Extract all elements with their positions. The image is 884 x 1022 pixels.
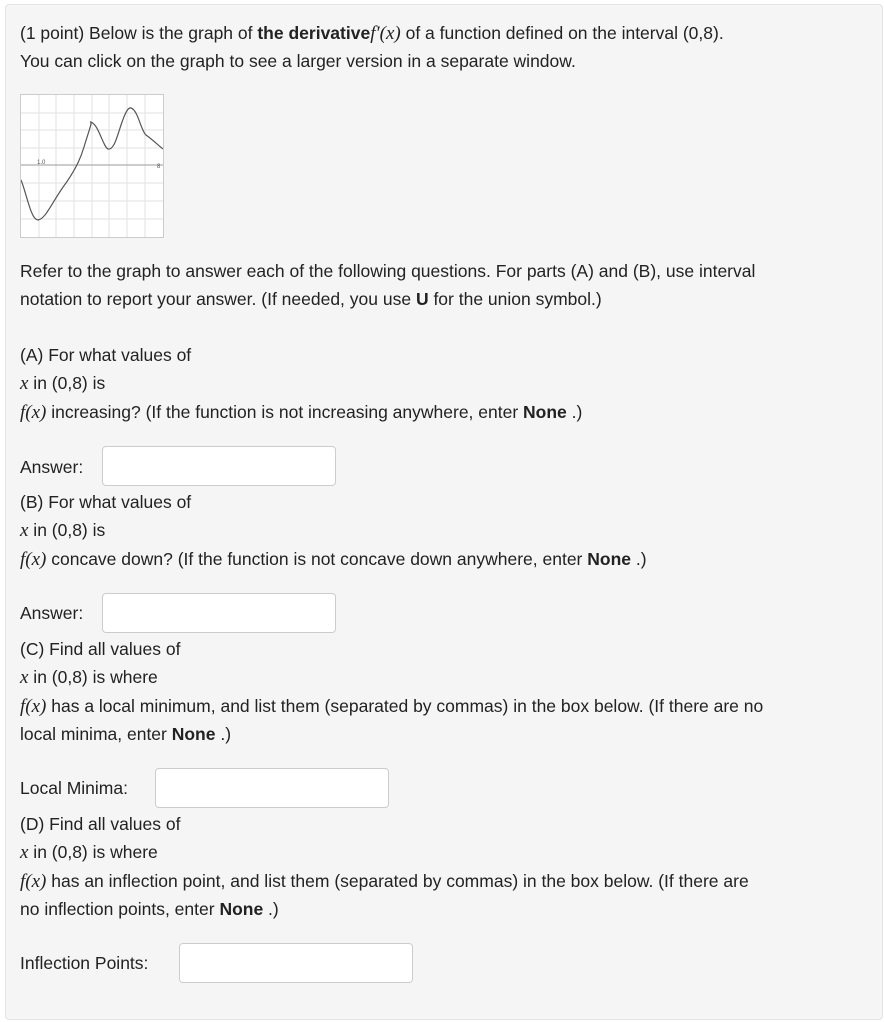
derivative-graph[interactable] <box>20 94 164 238</box>
b-line-3: f(x) concave down? (If the function is not concave down anywhere, enter None .) <box>20 549 647 570</box>
b-answer-input[interactable] <box>102 593 336 633</box>
c-line-3: f(x) has a local minimum, and list them (separated by commas) in the box below. (If there are no <box>20 696 764 717</box>
local-minima-input[interactable] <box>155 768 389 808</box>
intro-line-2: You can click on the graph to see a larger version in a separate window. <box>20 51 576 71</box>
refer-line-1: Refer to the graph to answer each of the following questions. For parts (A) and (B), use interval <box>20 261 756 281</box>
d-line-4: no inflection points, enter None .) <box>20 899 279 919</box>
inflection-points-input[interactable] <box>179 943 413 983</box>
x-axis-end-label: 8 <box>157 164 161 170</box>
graph-svg <box>21 95 163 237</box>
b-answer-label: Answer: <box>20 603 84 623</box>
d-line-1: (D) Find all values of <box>20 814 181 834</box>
b-line-2: x in (0,8) is <box>20 520 106 541</box>
refer-line-2: notation to report your answer. (If needed, you use U for the union symbol.) <box>20 289 602 309</box>
grid <box>21 95 163 237</box>
a-answer-label: Answer: <box>20 457 84 477</box>
c-line-1: (C) Find all values of <box>20 639 181 659</box>
c-line-4: local minima, enter None .) <box>20 724 232 744</box>
c-line-2: x in (0,8) is where <box>20 667 158 688</box>
x-tick-label: 1.0 <box>37 160 46 166</box>
d-answer-label: Inflection Points: <box>20 953 149 973</box>
a-line-1: (A) For what values of <box>20 345 192 365</box>
d-line-2: x in (0,8) is where <box>20 842 158 863</box>
c-answer-label: Local Minima: <box>20 778 128 798</box>
intro-line-1: (1 point) Below is the graph of the derivativef′(x) of a function defined on the interval (0,8). <box>20 23 724 44</box>
a-line-3: f(x) increasing? (If the function is not increasing anywhere, enter None .) <box>20 402 583 423</box>
a-line-2: x in (0,8) is <box>20 373 106 394</box>
problem-panel <box>5 4 883 1020</box>
a-answer-input[interactable] <box>102 446 336 486</box>
d-line-3: f(x) has an inflection point, and list them (separated by commas) in the box below. (If there are <box>20 871 749 892</box>
b-line-1: (B) For what values of <box>20 492 192 512</box>
